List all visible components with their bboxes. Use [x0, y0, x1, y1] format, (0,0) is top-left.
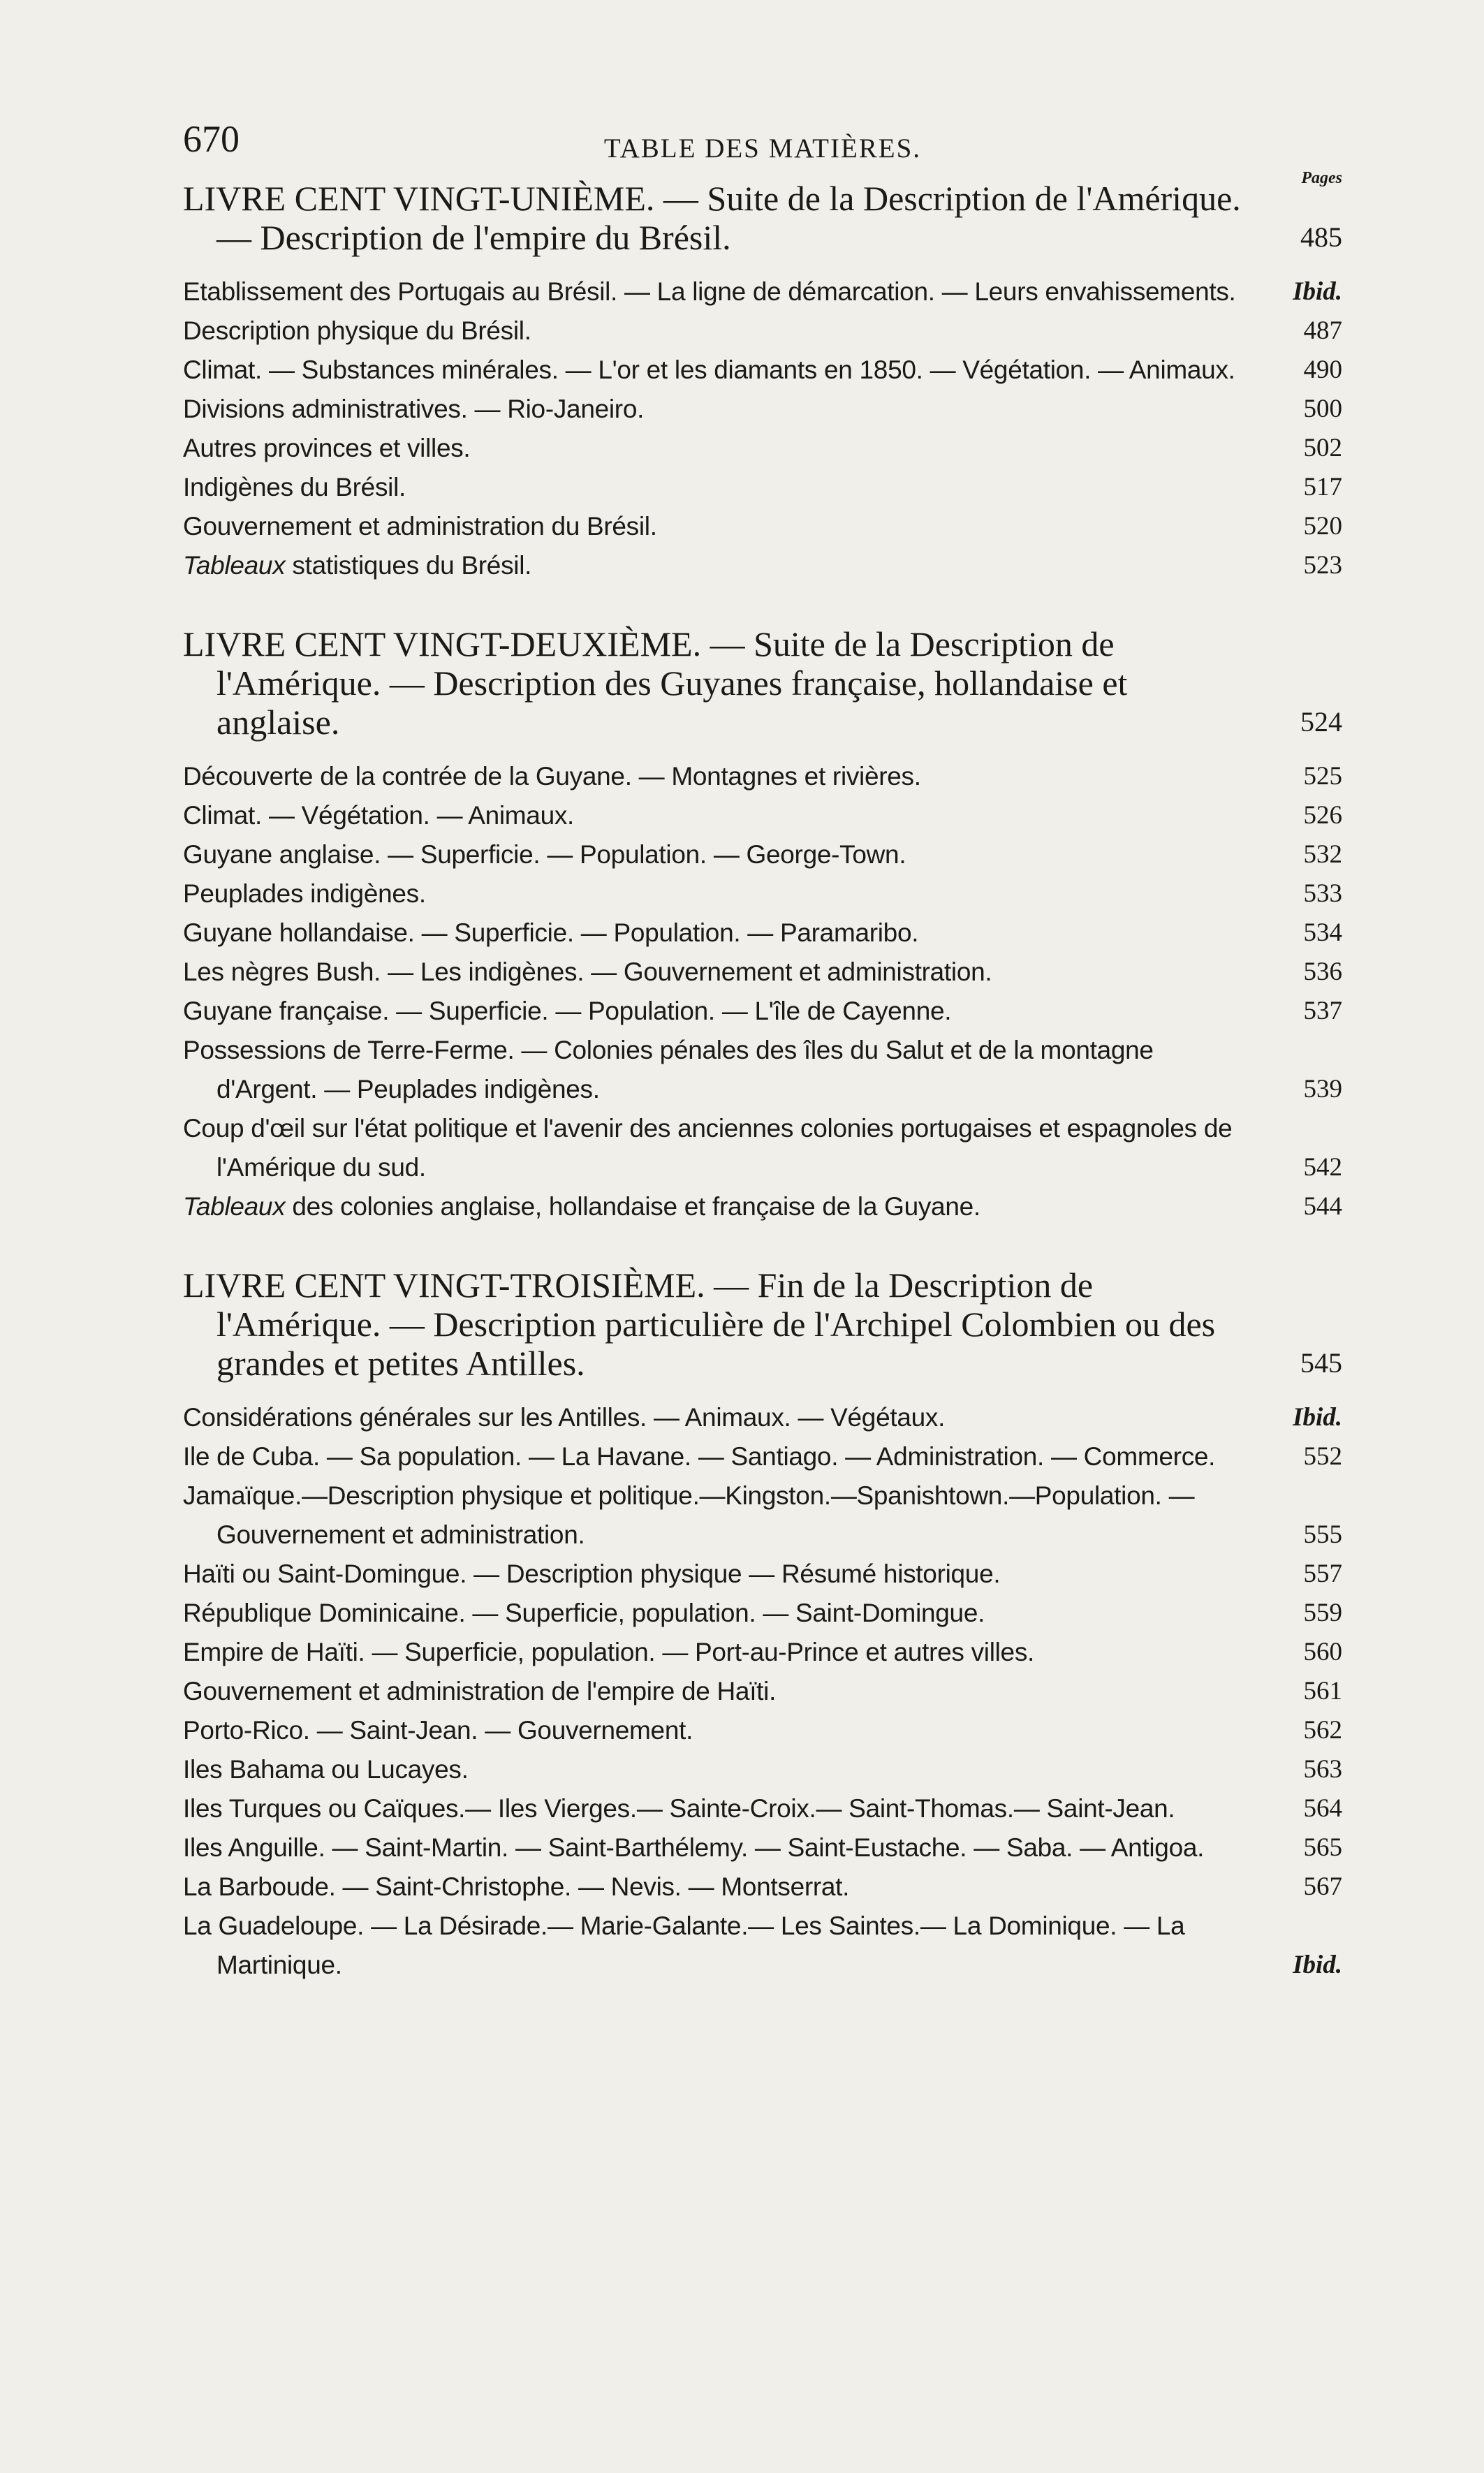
toc-entry [183, 1437, 1342, 1476]
toc-entry [183, 1031, 1342, 1109]
toc-entry [183, 1711, 1342, 1750]
toc-entry [183, 953, 1342, 992]
toc-entry [183, 874, 1342, 913]
toc-entry-text: Gouvernement et administration de l'empire de Haïti. [183, 1677, 777, 1705]
toc-entry-text: Possessions de Terre-Ferme. — Colonies pénales des îles du Salut et de la montagne d'Argent. — Peuplades indigènes. [183, 1036, 1154, 1103]
toc-entry-text: Considérations générales sur les Antilles. — Animaux. — Végétaux. [183, 1403, 946, 1432]
toc-entry-text [183, 546, 1258, 585]
toc-entry-text: La Guadeloupe. — La Désirade.— Marie-Galante.— Les Saintes.— La Dominique. — La Martinique. [183, 1911, 1185, 1979]
toc-entry-page-ref: 500 [1303, 395, 1342, 423]
toc-entry [183, 796, 1342, 835]
toc-entry-text: Climat. — Substances minérales. — L'or et les diamants en 1850. — Végétation. — Animaux. [183, 355, 1235, 384]
toc-entry [183, 1476, 1342, 1555]
book-page-ref: 545 [1300, 1347, 1342, 1379]
toc-entry [183, 757, 1342, 796]
book-heading [183, 179, 1342, 257]
toc-entry [183, 1907, 1342, 1985]
section-gap [183, 585, 1342, 606]
toc-entry-page-ref: 520 [1303, 512, 1342, 541]
toc-column [183, 117, 1342, 2006]
toc-entry [183, 1867, 1342, 1907]
toc-entry-page-ref: 490 [1303, 355, 1342, 384]
toc-entry [183, 351, 1342, 390]
toc-entry-page-ref: 542 [1303, 1153, 1342, 1182]
toc-entry-text: Etablissement des Portugais au Brésil. — La ligne de démarcation. — Leurs envahissements. [183, 277, 1236, 306]
toc-entry-text: Découverte de la contrée de la Guyane. — Montagnes et rivières. [183, 762, 921, 791]
toc-entry-text: Divisions administratives. — Rio-Janeiro. [183, 395, 645, 423]
toc-entry-page-ref: 565 [1303, 1833, 1342, 1862]
toc-entry-page-ref: 534 [1303, 918, 1342, 947]
book-heading [183, 1265, 1342, 1383]
toc-entry-page-ref: 487 [1303, 316, 1342, 345]
toc-entry [183, 272, 1342, 311]
toc-entry-text: Jamaïque.—Description physique et politique.—Kingston.—Spanishtown.—Population. — Gouvernement et administration. [183, 1481, 1195, 1549]
toc-entry-text: Guyane française. — Superficie. — Population. — L'île de Cayenne. [183, 997, 952, 1025]
toc-section [183, 179, 1342, 606]
toc-entry [183, 468, 1342, 507]
toc-entry-page-ref: 533 [1303, 879, 1342, 908]
toc-entry-page-ref: 557 [1303, 1560, 1342, 1588]
book-heading [183, 624, 1342, 742]
toc-entry-text: Haïti ou Saint-Domingue. — Description physique — Résumé historique. [183, 1560, 1001, 1588]
book-page-ref: 524 [1300, 706, 1342, 738]
toc-entry [183, 1789, 1342, 1828]
toc-entry-page-ref: 562 [1303, 1716, 1342, 1745]
toc-entry [183, 1109, 1342, 1187]
book-heading-text: LIVRE CENT VINGT-DEUXIÈME. — Suite de la Description de l'Amérique. — Description des Guyanes française, hollandaise et anglaise. [183, 624, 1128, 742]
book-heading-text: LIVRE CENT VINGT-TROISIÈME. — Fin de la Description de l'Amérique. — Description particulière de l'Archipel Colombien ou des grandes et petites Antilles. [183, 1265, 1216, 1383]
toc-entry-page-ref: 532 [1303, 840, 1342, 869]
toc-entry-page-ref: 563 [1303, 1755, 1342, 1784]
toc-entry-page-ref: 523 [1303, 551, 1342, 580]
toc-section [183, 1265, 1342, 2006]
toc-entry [183, 1633, 1342, 1672]
toc-entry-page-ref: 526 [1303, 801, 1342, 830]
toc-entry-text: Autres provinces et villes. [183, 434, 471, 462]
book-heading-text: LIVRE CENT VINGT-UNIÈME. — Suite de la Description de l'Amérique. — Description de l'empire du Brésil. [183, 179, 1241, 257]
toc-entry [183, 390, 1342, 429]
toc-entry-italic: Tableaux [183, 1192, 286, 1221]
toc-entry-page-ref: Ibid. [1293, 1403, 1342, 1432]
toc-entry-text: Peuplades indigènes. [183, 879, 426, 908]
page-header [183, 117, 1342, 187]
toc-entry [183, 429, 1342, 468]
toc-entry-rest: statistiques du Brésil. [285, 551, 532, 580]
toc-entry [183, 1828, 1342, 1867]
toc-entry-text: Iles Anguille. — Saint-Martin. — Saint-Barthélemy. — Saint-Eustache. — Saba. — Antigoa. [183, 1833, 1205, 1862]
toc-entry-rest: des colonies anglaise, hollandaise et française de la Guyane. [285, 1192, 980, 1221]
toc-entry-page-ref: Ibid. [1293, 277, 1342, 306]
toc-entry-page-ref: 525 [1303, 762, 1342, 791]
toc-entry [183, 913, 1342, 953]
toc-entry-text: Indigènes du Brésil. [183, 473, 406, 501]
pages-column-label: Pages [1301, 169, 1342, 187]
book-page-ref: 485 [1300, 221, 1342, 253]
toc-entry [183, 1594, 1342, 1633]
toc-entry-text: Iles Turques ou Caïques.— Iles Vierges.— Sainte-Croix.— Saint-Thomas.— Saint-Jean. [183, 1794, 1175, 1823]
toc-entry-page-ref: 555 [1303, 1520, 1342, 1549]
toc-entry-text: Gouvernement et administration du Brésil. [183, 512, 657, 541]
toc-section [183, 624, 1342, 1247]
section-gap [183, 1985, 1342, 2006]
toc-entry [183, 311, 1342, 351]
toc-entry [183, 1750, 1342, 1789]
page-number: 670 [183, 118, 240, 160]
toc-entry-page-ref: 560 [1303, 1638, 1342, 1666]
toc-entry-text: République Dominicaine. — Superficie, population. — Saint-Domingue. [183, 1599, 985, 1627]
running-head: TABLE DES MATIÈRES. [603, 133, 922, 163]
toc-entry [183, 546, 1342, 585]
toc-entry-text: Description physique du Brésil. [183, 316, 531, 345]
toc-sections [183, 179, 1342, 2006]
toc-entry-page-ref: 561 [1303, 1677, 1342, 1705]
toc-entry-italic: Tableaux [183, 551, 286, 580]
toc-entry [183, 507, 1342, 546]
toc-entry-text: Guyane hollandaise. — Superficie. — Population. — Paramaribo. [183, 918, 919, 947]
toc-entry-page-ref: 552 [1303, 1442, 1342, 1471]
toc-entry-page-ref: 536 [1303, 957, 1342, 986]
toc-entry-text: Iles Bahama ou Lucayes. [183, 1755, 469, 1784]
toc-entry-text: Ile de Cuba. — Sa population. — La Havane. — Santiago. — Administration. — Commerce. [183, 1442, 1216, 1471]
toc-entry-text: Coup d'œil sur l'état politique et l'avenir des anciennes colonies portugaises et espagnoles de l'Amérique du sud. [183, 1114, 1233, 1182]
toc-entry-page-ref: 559 [1303, 1599, 1342, 1627]
toc-entry-text: Les nègres Bush. — Les indigènes. — Gouvernement et administration. [183, 957, 992, 986]
toc-entry-page-ref: 539 [1303, 1075, 1342, 1103]
toc-entry [183, 1398, 1342, 1437]
toc-entry [183, 1555, 1342, 1594]
toc-entry-text: Empire de Haïti. — Superficie, population. — Port-au-Prince et autres villes. [183, 1638, 1035, 1666]
toc-entry [183, 992, 1342, 1031]
toc-entry-page-ref: 567 [1303, 1872, 1342, 1901]
toc-entry [183, 835, 1342, 874]
toc-entry [183, 1672, 1342, 1711]
toc-entry [183, 1187, 1342, 1226]
toc-entry-text: Porto-Rico. — Saint-Jean. — Gouvernement. [183, 1716, 693, 1745]
toc-entry-text: Climat. — Végétation. — Animaux. [183, 801, 575, 830]
toc-entry-page-ref: 502 [1303, 434, 1342, 462]
toc-entry-text: La Barboude. — Saint-Christophe. — Nevis. — Montserrat. [183, 1872, 850, 1901]
toc-entry-page-ref: 537 [1303, 997, 1342, 1025]
toc-entry-page-ref: 544 [1303, 1192, 1342, 1221]
toc-entry-text [183, 1187, 1258, 1226]
toc-entry-page-ref: 517 [1303, 473, 1342, 501]
toc-entry-page-ref: Ibid. [1293, 1951, 1342, 1979]
section-gap [183, 1226, 1342, 1247]
toc-entry-text: Guyane anglaise. — Superficie. — Population. — George-Town. [183, 840, 906, 869]
toc-entry-page-ref: 564 [1303, 1794, 1342, 1823]
